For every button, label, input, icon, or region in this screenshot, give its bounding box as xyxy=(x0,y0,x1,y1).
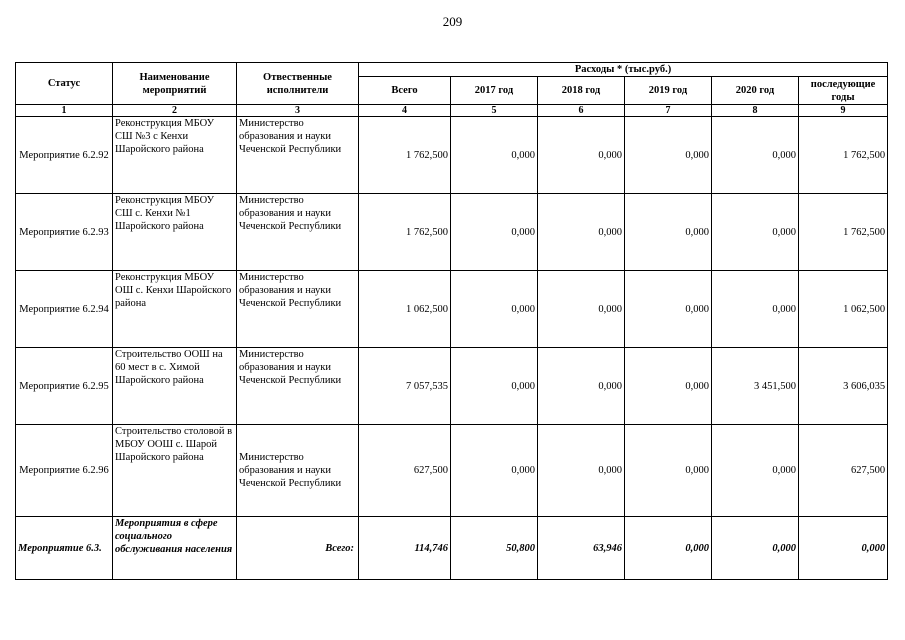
row-2017: 0,000 xyxy=(451,117,538,194)
row-total: 1 762,500 xyxy=(359,117,451,194)
total-sum: 114,746 xyxy=(359,517,451,580)
row-name: Реконструкция МБОУ ОШ с. Кенхи Шаройского района xyxy=(113,271,237,348)
total-2019: 0,000 xyxy=(625,517,712,580)
row-2019: 0,000 xyxy=(625,348,712,425)
row-name: Строительство ООШ на 60 мест в с. Химой Шаройского района xyxy=(113,348,237,425)
row-2020: 0,000 xyxy=(712,425,799,517)
row-total: 1 762,500 xyxy=(359,194,451,271)
row-later-years: 1 762,500 xyxy=(799,117,888,194)
row-2019: 0,000 xyxy=(625,117,712,194)
total-2018: 63,946 xyxy=(538,517,625,580)
row-executors: Министерство образования и науки Чеченской Республики xyxy=(237,425,359,517)
expenses-table xyxy=(15,62,888,580)
column-number: 8 xyxy=(712,105,799,117)
header-2020: 2020 год xyxy=(712,77,799,105)
row-2018: 0,000 xyxy=(538,425,625,517)
row-executors: Министерство образования и науки Чеченской Республики xyxy=(237,117,359,194)
row-2019: 0,000 xyxy=(625,425,712,517)
row-2018: 0,000 xyxy=(538,117,625,194)
row-2019: 0,000 xyxy=(625,271,712,348)
total-later-years: 0,000 xyxy=(799,517,888,580)
header-2018: 2018 год xyxy=(538,77,625,105)
row-status: Мероприятие 6.2.92 xyxy=(16,117,113,194)
row-2018: 0,000 xyxy=(538,348,625,425)
row-2017: 0,000 xyxy=(451,271,538,348)
header-name: Наименование мероприятий xyxy=(113,63,237,105)
row-total: 7 057,535 xyxy=(359,348,451,425)
total-name: Мероприятия в сфере социального обслуживания населения xyxy=(113,517,237,580)
row-2020: 0,000 xyxy=(712,117,799,194)
table-row xyxy=(16,194,888,271)
table-row xyxy=(16,425,888,517)
row-later-years: 627,500 xyxy=(799,425,888,517)
column-number: 6 xyxy=(538,105,625,117)
column-number: 5 xyxy=(451,105,538,117)
row-total: 627,500 xyxy=(359,425,451,517)
row-name: Реконструкция МБОУ СШ №3 с Кенхи Шаройского района xyxy=(113,117,237,194)
column-number: 4 xyxy=(359,105,451,117)
row-status: Мероприятие 6.2.94 xyxy=(16,271,113,348)
row-total: 1 062,500 xyxy=(359,271,451,348)
column-number: 7 xyxy=(625,105,712,117)
row-status: Мероприятие 6.2.93 xyxy=(16,194,113,271)
column-number: 9 xyxy=(799,105,888,117)
row-executors: Министерство образования и науки Чеченской Республики xyxy=(237,271,359,348)
total-row xyxy=(16,517,888,580)
column-number-row xyxy=(16,105,888,117)
row-2020: 0,000 xyxy=(712,194,799,271)
row-2017: 0,000 xyxy=(451,348,538,425)
row-2018: 0,000 xyxy=(538,271,625,348)
table-row xyxy=(16,117,888,194)
header-total: Всего xyxy=(359,77,451,105)
header-2019: 2019 год xyxy=(625,77,712,105)
row-name: Строительство столовой в МБОУ ООШ с. Шарой Шаройского района xyxy=(113,425,237,517)
row-2018: 0,000 xyxy=(538,194,625,271)
row-2020: 3 451,500 xyxy=(712,348,799,425)
page-number: 209 xyxy=(442,14,463,29)
row-status: Мероприятие 6.2.95 xyxy=(16,348,113,425)
total-2017: 50,800 xyxy=(451,517,538,580)
header-status: Статус xyxy=(16,63,113,105)
row-executors: Министерство образования и науки Чеченской Республики xyxy=(237,348,359,425)
row-status: Мероприятие 6.2.96 xyxy=(16,425,113,517)
total-label: Всего: xyxy=(237,517,359,580)
column-number: 2 xyxy=(113,105,237,117)
header-2017: 2017 год xyxy=(451,77,538,105)
header-expenses-group: Расходы * (тыс.руб.) xyxy=(359,63,888,77)
table-row xyxy=(16,348,888,425)
row-later-years: 1 762,500 xyxy=(799,194,888,271)
row-2017: 0,000 xyxy=(451,425,538,517)
row-name: Реконструкция МБОУ СШ с. Кенхи №1 Шаройского района xyxy=(113,194,237,271)
row-2017: 0,000 xyxy=(451,194,538,271)
total-status: Мероприятие 6.3. xyxy=(16,517,113,580)
total-2020: 0,000 xyxy=(712,517,799,580)
column-number: 3 xyxy=(237,105,359,117)
row-2019: 0,000 xyxy=(625,194,712,271)
header-later-years: последующие годы xyxy=(799,77,888,105)
row-later-years: 3 606,035 xyxy=(799,348,888,425)
row-later-years: 1 062,500 xyxy=(799,271,888,348)
column-number: 1 xyxy=(16,105,113,117)
header-executors: Отвественные исполнители xyxy=(237,63,359,105)
row-2020: 0,000 xyxy=(712,271,799,348)
row-executors: Министерство образования и науки Чеченской Республики xyxy=(237,194,359,271)
table-row xyxy=(16,271,888,348)
